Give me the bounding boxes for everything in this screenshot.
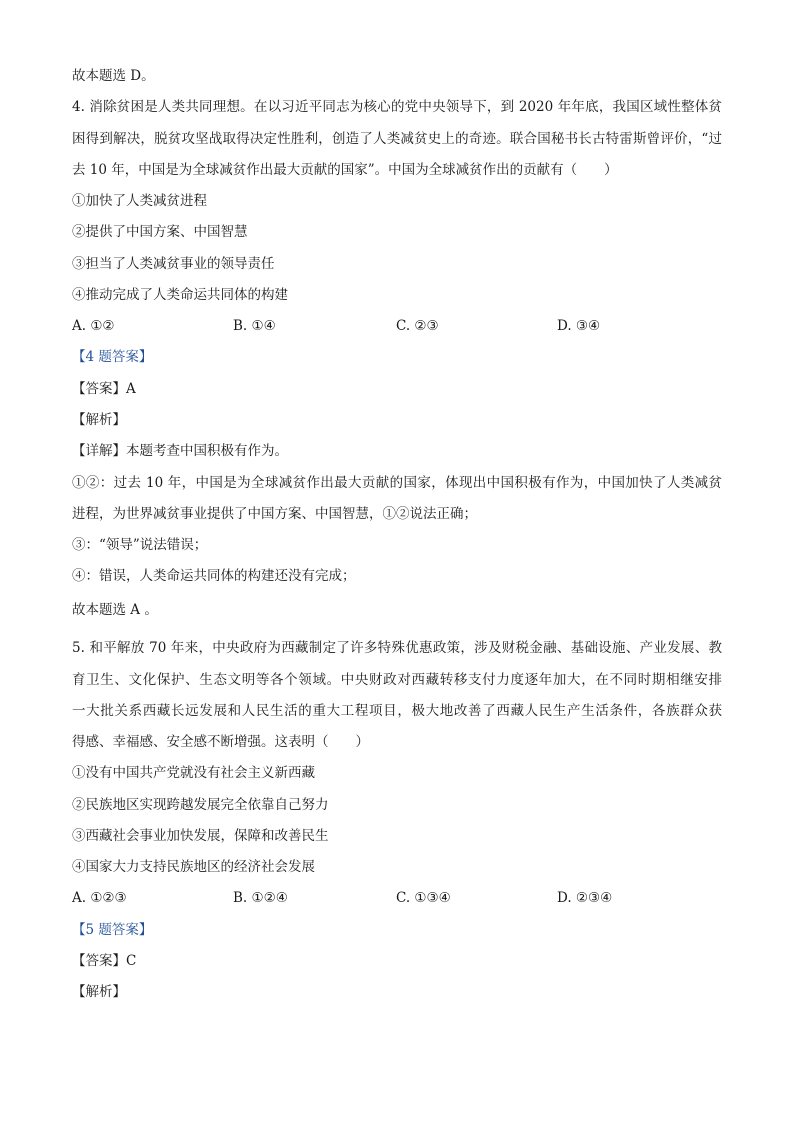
q4-explanation-line-4: ④：错误，人类命运共同体的构建还没有完成； [72, 568, 356, 584]
q5-answer-header: 【5 题答案】 [72, 922, 153, 938]
q4-conclusion: 故本题选 A 。 [72, 602, 158, 618]
q5-stem-line-1: 5. 和平解放 70 年来，中央政府为西藏制定了许多特殊优惠政策，涉及财税金融、基础设施、产业发展、教 [72, 640, 722, 656]
q5-answer: 【答案】C [72, 953, 137, 969]
q4-option-d: D. ③④ [557, 318, 601, 334]
q4-stem-line-3: 去 10 年，中国是为全球减贫作出最大贡献的国家”。中国为全球减贫作出的贡献有（ ） [72, 162, 618, 178]
q5-stem-line-3: 一大批关系西藏长远发展和人民生活的重大工程项目，极大地改善了西藏人民生产生活条件，各族群众获 [72, 703, 722, 719]
q5-option-b: B. ①②④ [233, 890, 288, 906]
q5-stem-line-2: 育卫生、文化保护、生态文明等各个领域。中央财政对西藏转移支付力度逐年加大，在不同时期相继安排 [72, 672, 722, 688]
q5-statement-4: ④国家大力支持民族地区的经济社会发展 [72, 859, 315, 875]
q5-statement-2: ②民族地区实现跨越发展完全依靠自己努力 [72, 797, 329, 813]
q4-statement-3: ③担当了人类减贫事业的领导责任 [72, 256, 275, 272]
q4-option-b: B. ①④ [233, 318, 276, 334]
q4-statement-2: ②提供了中国方案、中国智慧 [72, 224, 248, 240]
q5-stem-line-4: 得感、幸福感、安全感不断增强。这表明（ ） [72, 734, 369, 750]
q5-analysis-header: 【解析】 [72, 984, 126, 1000]
q4-statement-4: ④推动完成了人类命运共同体的构建 [72, 287, 288, 303]
q4-detail: 【详解】本题考查中国积极有作为。 [72, 443, 288, 459]
q5-statement-1: ①没有中国共产党就没有社会主义新西藏 [72, 765, 315, 781]
q5-statement-3: ③西藏社会事业加快发展，保障和改善民生 [72, 828, 329, 844]
q4-answer-header: 【4 题答案】 [72, 349, 153, 365]
q4-explanation-line-2: 进程，为世界减贫事业提供了中国方案、中国智慧，①②说法正确； [72, 506, 477, 522]
q4-answer: 【答案】A [72, 381, 136, 397]
q4-statement-1: ①加快了人类减贫进程 [72, 193, 207, 209]
q4-analysis-header: 【解析】 [72, 412, 126, 428]
q3-conclusion: 故本题选 D。 [72, 68, 155, 84]
q4-explanation-line-3: ③：“领导”说法错误； [72, 537, 208, 553]
q5-option-c: C. ①③④ [396, 890, 451, 906]
q4-option-a: A. ①② [72, 318, 115, 334]
q5-option-d: D. ②③④ [557, 890, 613, 906]
q4-option-c: C. ②③ [396, 318, 439, 334]
q4-explanation-line-1: ①②：过去 10 年，中国是为全球减贫作出最大贡献的国家，体现出中国积极有作为，中国加快了人类减贫 [72, 475, 722, 491]
q5-option-a: A. ①②③ [72, 890, 127, 906]
q4-stem-line-2: 困得到解决，脱贫攻坚战取得决定性胜利，创造了人类减贫史上的奇迹。联合国秘书长古特雷斯曾评价，“过 [72, 131, 722, 147]
q4-stem-line-1: 4. 消除贫困是人类共同理想。在以习近平同志为核心的党中央领导下，到 2020 年年底，我国区域性整体贫 [72, 99, 722, 115]
